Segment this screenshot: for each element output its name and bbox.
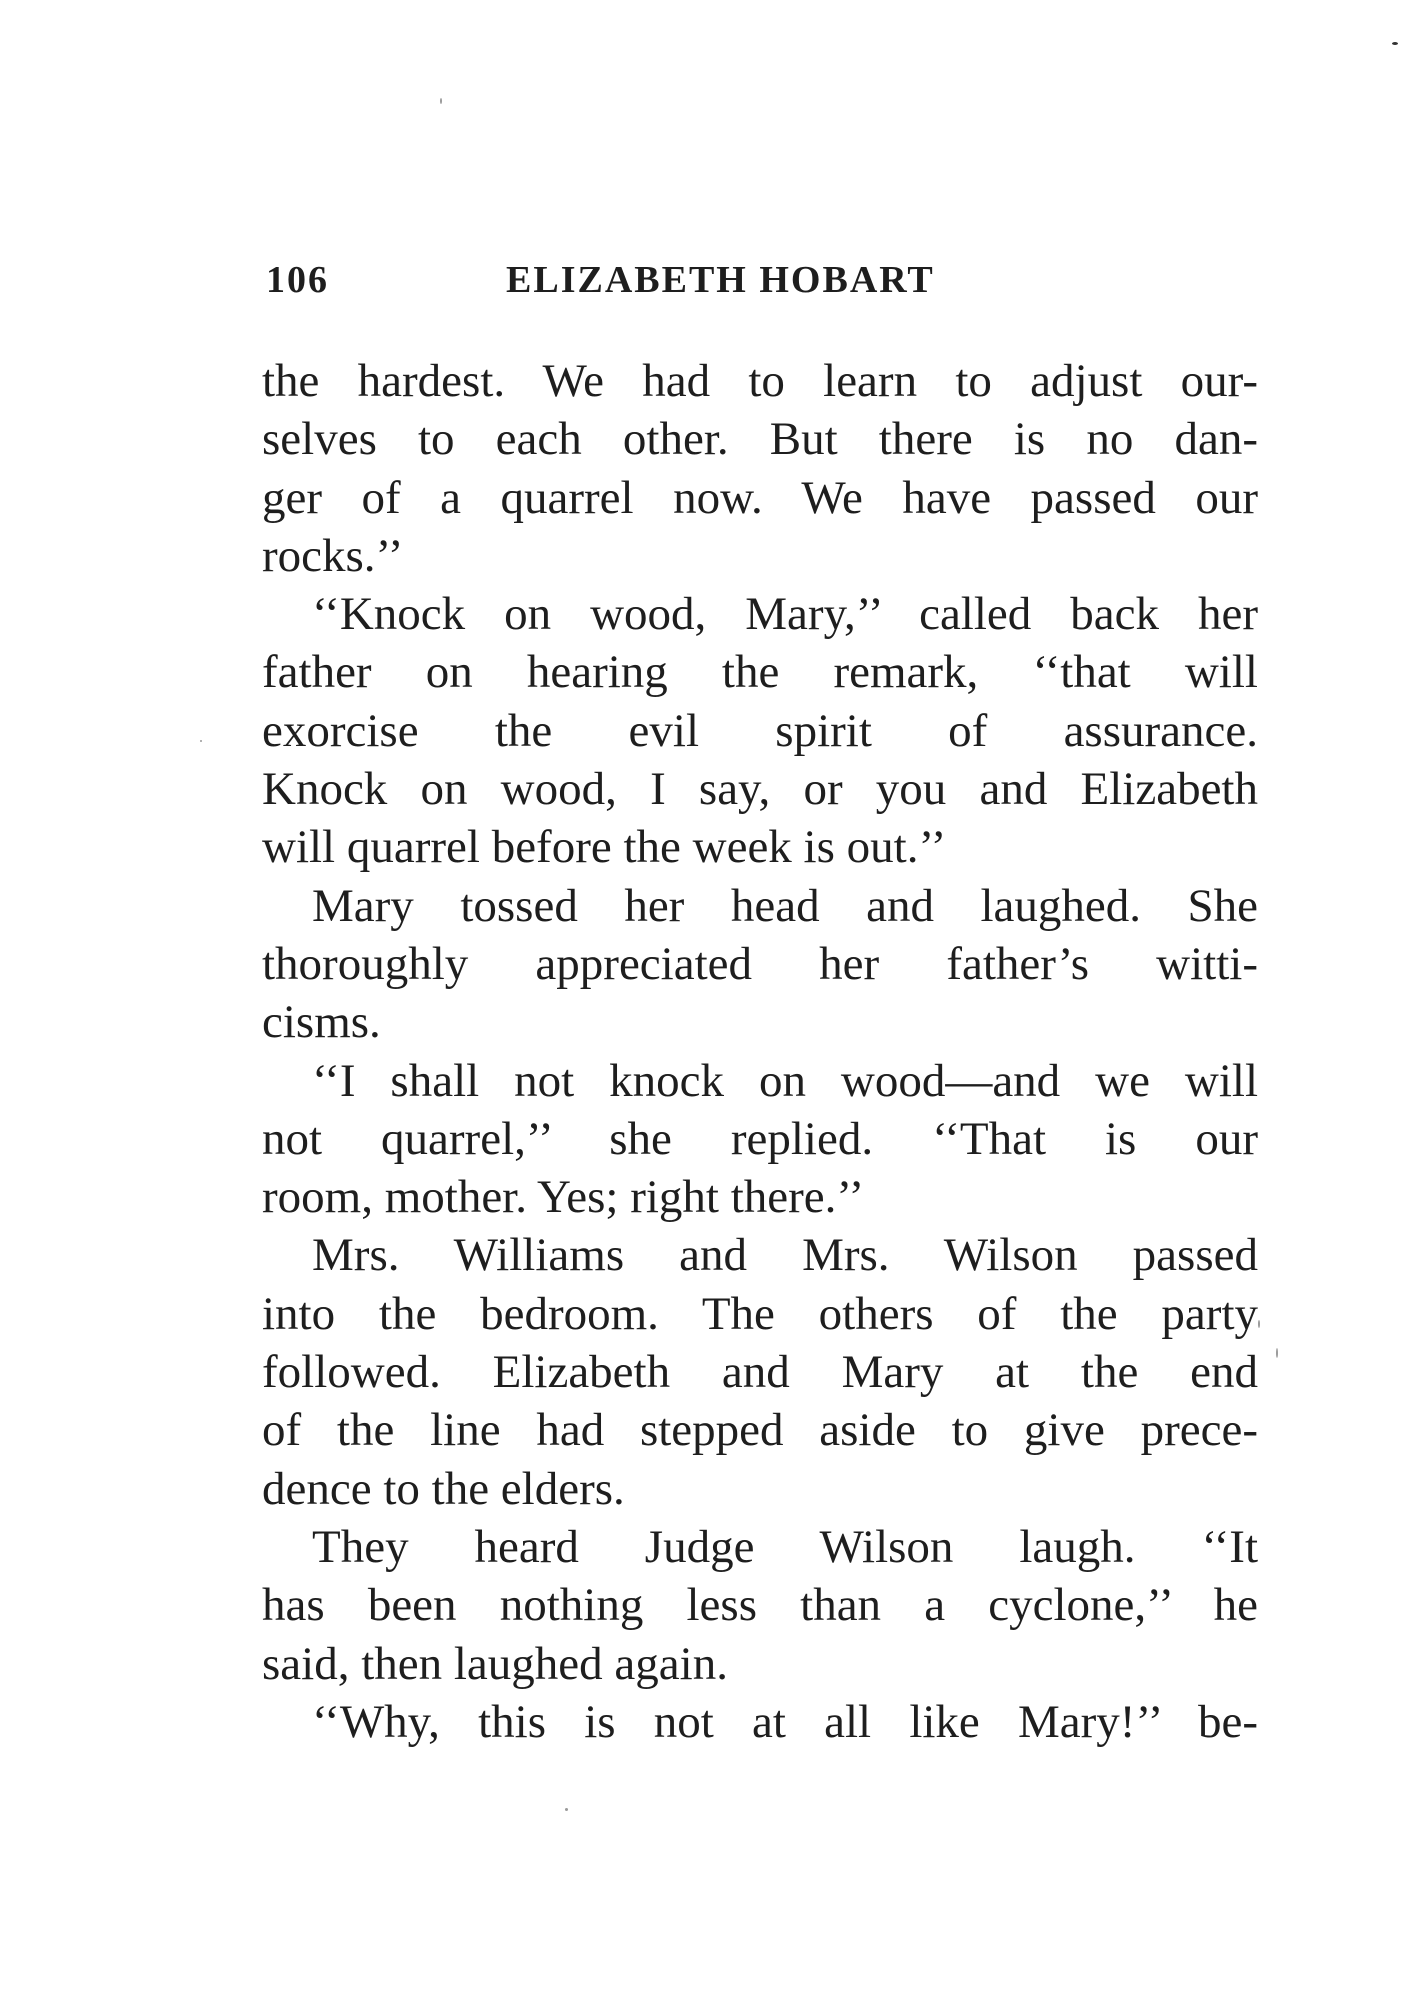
text-line: They heard Judge Wilson laugh. ‘‘It: [312, 1520, 1258, 1573]
text-line: of the line had stepped aside to give prece-: [262, 1404, 1258, 1457]
paper-speck: [1392, 42, 1398, 45]
text-line: cisms.: [262, 996, 381, 1049]
text-line: will quarrel before the week is out.’’: [262, 821, 947, 874]
text-line: followed. Elizabeth and Mary at the end: [262, 1346, 1258, 1399]
text-line: ger of a quarrel now. We have passed our: [262, 471, 1258, 524]
body-text: [262, 352, 1258, 1751]
text-line: said, then laughed again.: [262, 1637, 728, 1690]
text-line: dence to the elders.: [262, 1462, 625, 1515]
text-line: room, mother. Yes; right there.’’: [262, 1171, 865, 1224]
book-title: ELIZABETH HOBART: [506, 259, 935, 301]
paper-speck: [440, 98, 442, 104]
text-line: into the bedroom. The others of the party: [262, 1287, 1258, 1340]
text-line: Mary tossed her head and laughed. She: [312, 879, 1258, 932]
text-line: the hardest. We had to learn to adjust our-: [262, 355, 1258, 407]
text-line: ‘‘I shall not knock on wood—and we will: [312, 1054, 1258, 1107]
text-line: exorcise the evil spirit of assurance.: [262, 704, 1258, 757]
text-line: thoroughly appreciated her father’s witti-: [262, 937, 1258, 990]
paper-speck: [565, 1808, 568, 1811]
text-line: father on hearing the remark, ‘‘that will: [262, 646, 1258, 699]
text-line: not quarrel,’’ she replied. ‘‘That is our: [262, 1112, 1258, 1165]
text-line: rocks.’’: [262, 529, 404, 582]
running-head: [266, 258, 1266, 308]
paper-speck: [1276, 1348, 1278, 1358]
text-line: has been nothing less than a cyclone,’’ he: [262, 1579, 1258, 1632]
text-line: selves to each other. But there is no dan-: [262, 413, 1258, 466]
page-number: 106: [266, 259, 329, 301]
text-line: Knock on wood, I say, or you and Elizabeth: [262, 763, 1258, 816]
paper-speck: [200, 740, 202, 742]
paper-speck: [1258, 1320, 1260, 1328]
text-line: ‘‘Why, this is not at all like Mary!’’ be-: [312, 1695, 1258, 1748]
text-line: Mrs. Williams and Mrs. Wilson passed: [312, 1229, 1258, 1282]
text-line: ‘‘Knock on wood, Mary,’’ called back her: [312, 588, 1258, 641]
